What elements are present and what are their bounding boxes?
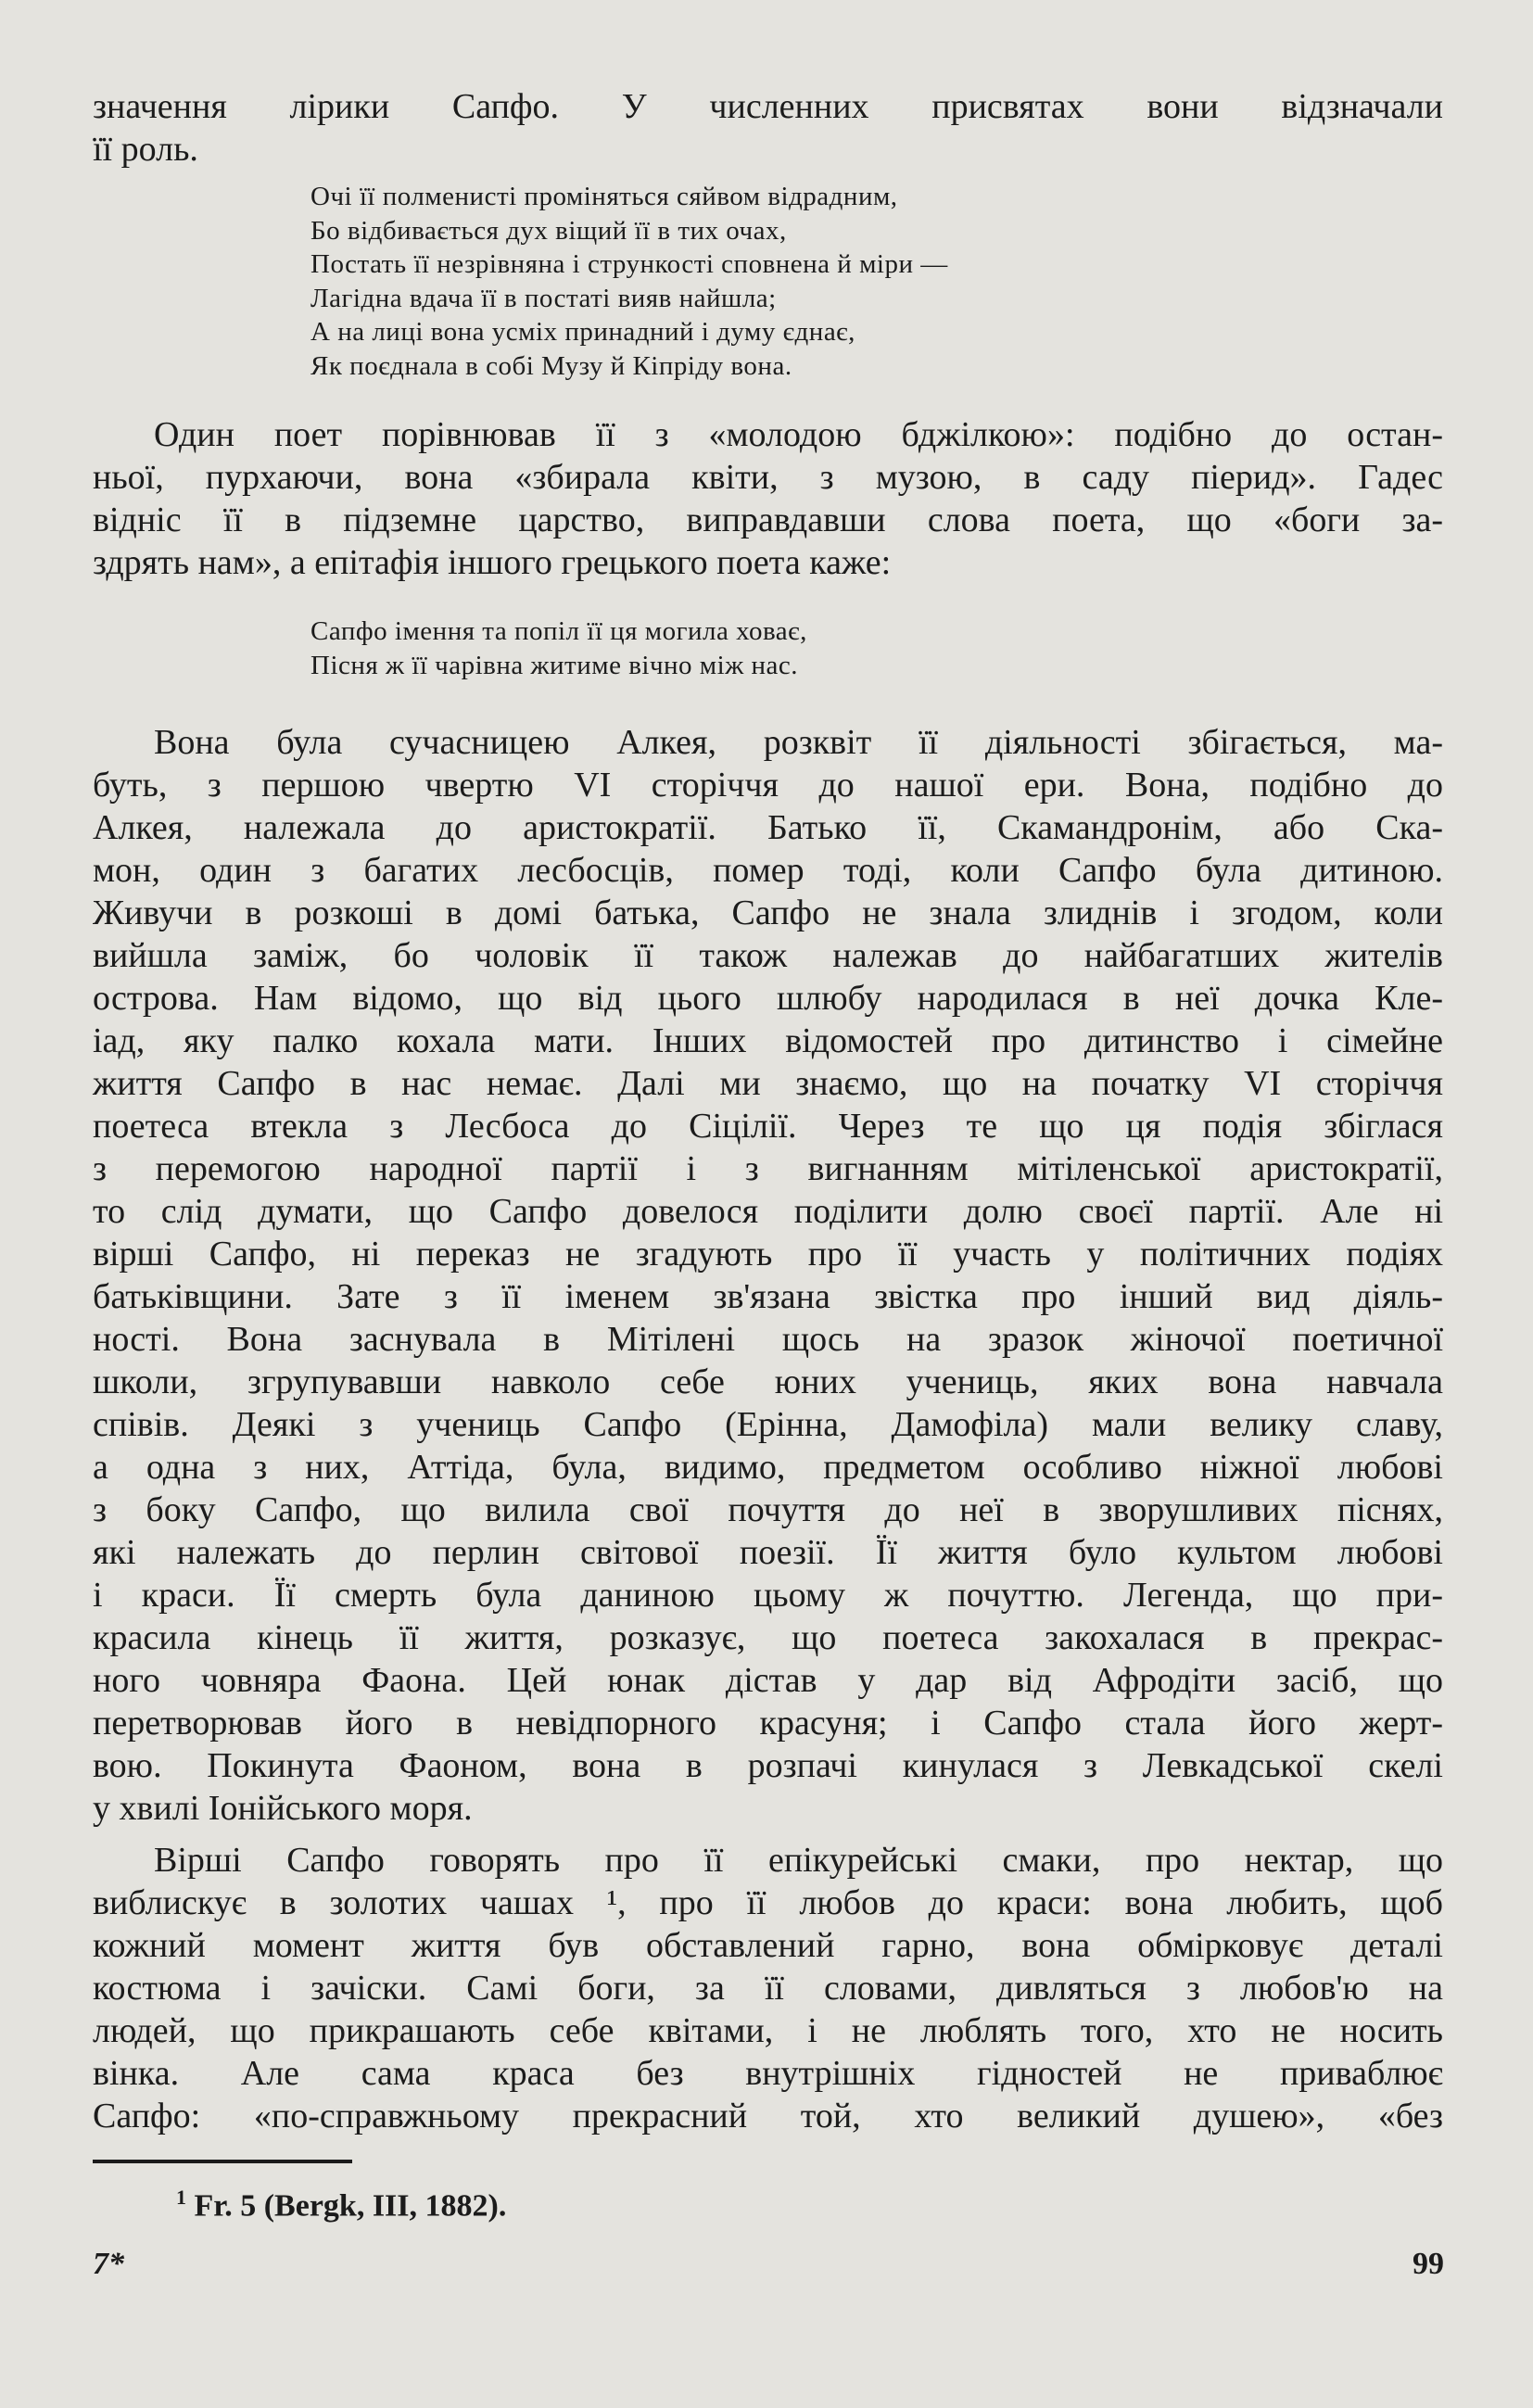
verse-line: Як поєднала в собі Музу й Кіпріду вона. (310, 350, 792, 381)
text-line: виблискує в золотих чашах ¹, про її любов до краси: вона любить, щоб (93, 1883, 1443, 1922)
text-line: вінка. Але сама краса без внутрішніх гідностей не приваблює (93, 2054, 1443, 2093)
signature-mark: 7* (93, 2247, 124, 2281)
verse-line: Сапфо імення та попіл її ця могила ховає, (310, 616, 807, 646)
verse-line: Очі її полменисті проміняться сяйвом відрадним, (310, 182, 898, 211)
page-number: 99 (1413, 2247, 1444, 2281)
footnote-text: Fr. 5 (Bergk, III, 1882). (194, 2188, 507, 2224)
paragraph-4 (93, 1839, 1443, 2137)
text-line: мон, один з багатих лесбосців, помер тоді, коли Сапфо була дитиною. (93, 851, 1443, 890)
text-line: а одна з них, Аттіда, була, видимо, предметом особливо ніжної любові (93, 1448, 1443, 1487)
text-line: ного човняра Фаона. Цей юнак дістав у дар від Афродіти засіб, що (93, 1661, 1443, 1700)
verse-line: Пісня ж її чарівна житиме вічно між нас. (310, 650, 799, 680)
text-line: поетеса втекла з Лесбоса до Сіцілії. Через те що ця подія збіглася (93, 1107, 1443, 1146)
text-line: які належать до перлин світової поезії. Її життя було культом любові (93, 1533, 1443, 1572)
paragraph-3 (93, 721, 1443, 1830)
text-line: з перемогою народної партії і з вигнанням мітіленської аристократії, (93, 1149, 1443, 1188)
text-line: Сапфо: «по-справжньому прекрасний той, хто великий душею», «без (93, 2097, 1443, 2136)
text-line: Вона була сучасницею Алкея, розквіт її діяльності збігається, ма- (154, 723, 1443, 762)
text-line: у хвилі Іонійського моря. (93, 1789, 473, 1828)
text-line: іад, яку палко кохала мати. Інших відомостей про дитинство і сімейне (93, 1021, 1443, 1060)
verse-line: Лагідна вдача її в постаті вияв найшла; (310, 283, 777, 313)
text-line: здрять нам», а епітафія іншого грецького поета каже: (93, 543, 892, 582)
text-line: буть, з першою чвертю VI сторіччя до нашої ери. Вона, подібно до (93, 766, 1443, 805)
paragraph-2 (93, 413, 1443, 584)
text-line: вірші Сапфо, ні переказ не згадують про її участь у політичних подіях (93, 1235, 1443, 1274)
text-line: людей, що прикрашають себе квітами, і не люблять того, хто не носить (93, 2011, 1443, 2050)
text-line: Один поет порівнював її з «молодою бджілкою»: подібно до остан- (154, 415, 1443, 454)
text-line: ньої, пурхаючи, вона «збирала квіти, з музою, в саду піерид». Гадес (93, 458, 1443, 497)
footnote-rule (93, 2160, 352, 2163)
verse-2 (310, 615, 1284, 682)
text-line: з боку Сапфо, що вилила свої почуття до неї в зворушливих піснях, (93, 1490, 1443, 1529)
text-line: то слід думати, що Сапфо довелося поділити долю своєї партії. Але ні (93, 1192, 1443, 1231)
text-line: відніс її в підземне царство, виправдавши слова поета, що «боги за- (93, 501, 1443, 539)
text-line: її роль. (93, 130, 198, 169)
footnote-marker: 1 (176, 2186, 186, 2209)
verse-1 (310, 180, 1284, 383)
text-line: красила кінець її життя, розказує, що поетеса закохалася в прекрас- (93, 1618, 1443, 1657)
text-line: батьківщини. Зате з її іменем зв'язана звістка про інший вид діяль- (93, 1277, 1443, 1316)
verse-line: А на лиці вона усміх принадний і думу єднає, (310, 317, 855, 347)
verse-line: Постать її незрівняна і стрункості сповнена й міри — (310, 249, 948, 279)
text-line: ності. Вона заснувала в Мітілені щось на зразок жіночої поетичної (93, 1320, 1443, 1359)
text-line: острова. Нам відомо, що від цього шлюбу народилася в неї дочка Кле- (93, 979, 1443, 1018)
footnote (176, 2186, 506, 2224)
paragraph-1 (93, 85, 1443, 171)
text-line: вийшла заміж, бо чоловік її також належав до найбагатших жителів (93, 936, 1443, 975)
text-line: співів. Деякі з учениць Сапфо (Ерінна, Дамофіла) мали велику славу, (93, 1405, 1443, 1444)
verse-line: Бо відбивається дух віщий її в тих очах, (310, 215, 787, 246)
text-line: вою. Покинута Фаоном, вона в розпачі кинулася з Левкадської скелі (93, 1746, 1443, 1785)
text-line: кожний момент життя був обставлений гарно, вона обмірковує деталі (93, 1926, 1443, 1965)
text-line: Алкея, належала до аристократії. Батько її, Скамандронім, або Ска- (93, 808, 1443, 847)
text-line: школи, згрупувавши навколо себе юних учениць, яких вона навчала (93, 1362, 1443, 1401)
text-line: і краси. Її смерть була даниною цьому ж почуттю. Легенда, що при- (93, 1576, 1443, 1615)
text-line: костюма і зачіски. Самі боги, за її словами, дивляться з любов'ю на (93, 1969, 1443, 2008)
text-line: Вірші Сапфо говорять про її епікурейські смаки, про нектар, що (154, 1841, 1443, 1880)
text-line: перетворював його в невідпорного красуня; і Сапфо стала його жерт- (93, 1704, 1443, 1743)
text-line: життя Сапфо в нас немає. Далі ми знаємо, що на початку VI сторіччя (93, 1064, 1443, 1103)
text-line: Живучи в розкоші в домі батька, Сапфо не знала злиднів і згодом, коли (93, 893, 1443, 932)
text-line: значення лірики Сапфо. У численних присвятах вони відзначали (93, 87, 1443, 126)
